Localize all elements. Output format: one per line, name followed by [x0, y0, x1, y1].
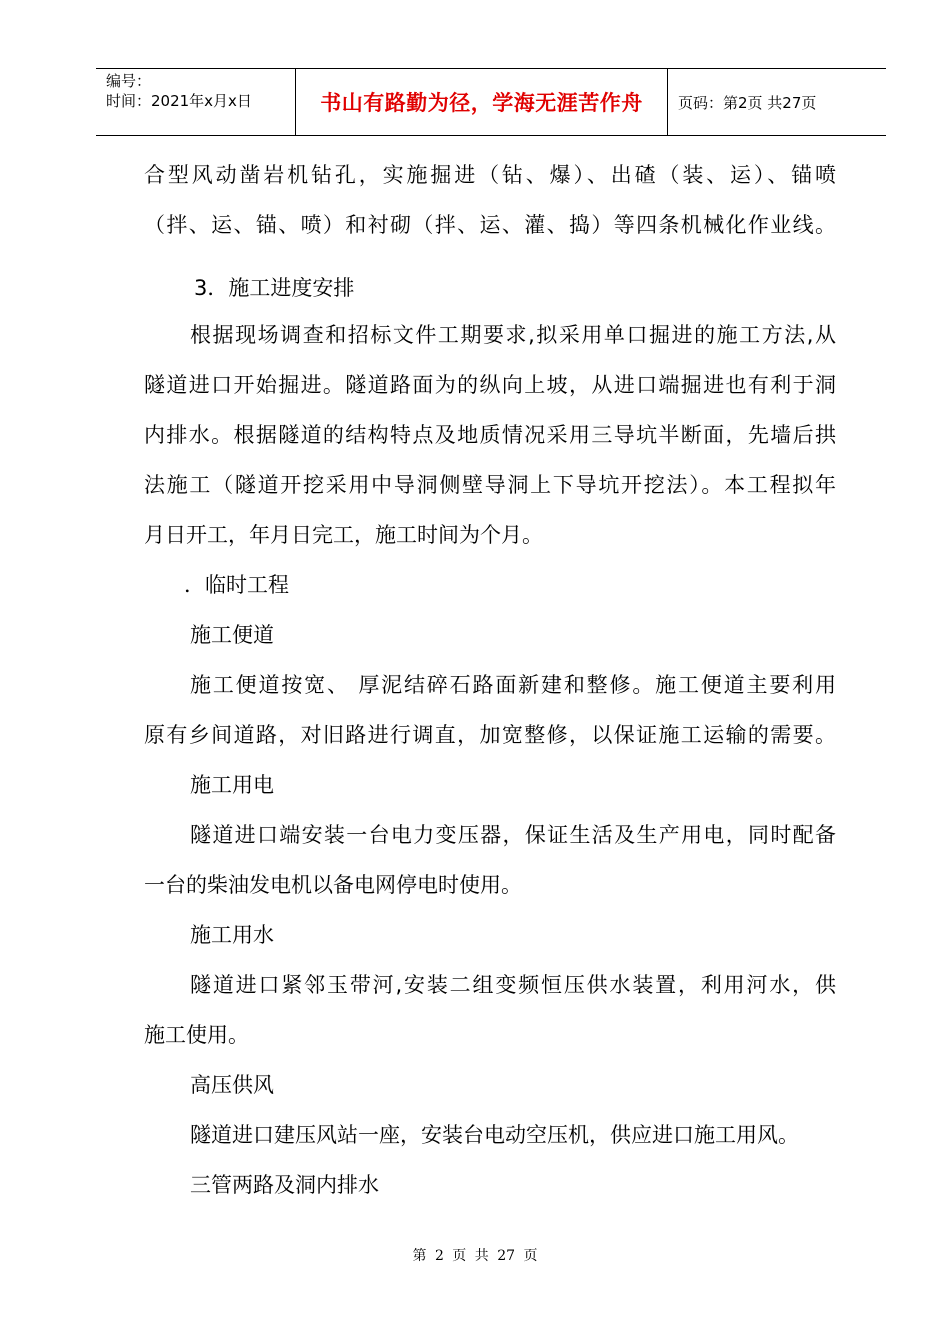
page-header [96, 68, 886, 136]
page-footer: 第 2 页 共 27 页 [412, 1248, 538, 1264]
subsection-heading: 施工用水 [190, 923, 274, 947]
paragraph-line: 施工使用。 [144, 1023, 249, 1047]
paragraph-line: 隧道进口建压风站一座，安装台电动空压机，供应进口施工用风。 [190, 1123, 799, 1147]
paragraph-line: 隧道进口端安装一台电力变压器，保证生活及生产用电，同时配备 [190, 823, 836, 847]
section-heading: ．临时工程 [184, 573, 289, 597]
header-meta [96, 69, 296, 135]
paragraph-line: 隧道进口紧邻玉带河,安装二组变频恒压供水装置，利用河水，供 [190, 973, 836, 997]
paragraph-line: 隧道进口开始掘进。隧道路面为的纵向上坡，从进口端掘进也有利于洞 [144, 373, 836, 397]
paragraph-line: 施工便道按宽、 厚泥结碎石路面新建和整修。施工便道主要利用 [190, 673, 836, 697]
section-heading: 3．施工进度安排 [194, 276, 355, 300]
header-motto: 书山有路勤为径，学海无涯苦作舟 [296, 69, 668, 135]
paragraph-line: （拌、运、锚、喷）和衬砌（拌、运、灌、捣）等四条机械化作业线。 [144, 213, 836, 237]
header-page-number: 页码：第2页 共27页 [678, 93, 817, 112]
subsection-heading: 施工便道 [190, 623, 274, 647]
document-time-label: 时间：2021年x月x日 [106, 92, 252, 110]
subsection-heading: 高压供风 [190, 1073, 274, 1097]
paragraph-line: 合型风动凿岩机钻孔，实施掘进（钻、爆）、出碴（装、运）、锚喷 [144, 163, 836, 187]
document-number-label: 编号： [106, 72, 152, 90]
paragraph-line: 根据现场调查和招标文件工期要求,拟采用单口掘进的施工方法,从 [190, 323, 836, 347]
paragraph-line: 内排水。根据隧道的结构特点及地质情况采用三导坑半断面，先墙后拱 [144, 423, 836, 447]
paragraph-line: 一台的柴油发电机以备电网停电时使用。 [144, 873, 522, 897]
subsection-heading: 三管两路及洞内排水 [190, 1173, 379, 1197]
paragraph-line: 月日开工，年月日完工，施工时间为个月。 [144, 523, 543, 547]
paragraph-line: 原有乡间道路，对旧路进行调直，加宽整修，以保证施工运输的需要。 [144, 723, 836, 747]
subsection-heading: 施工用电 [190, 773, 274, 797]
paragraph-line: 法施工（隧道开挖采用中导洞侧壁导洞上下导坑开挖法）。本工程拟年 [144, 473, 836, 497]
